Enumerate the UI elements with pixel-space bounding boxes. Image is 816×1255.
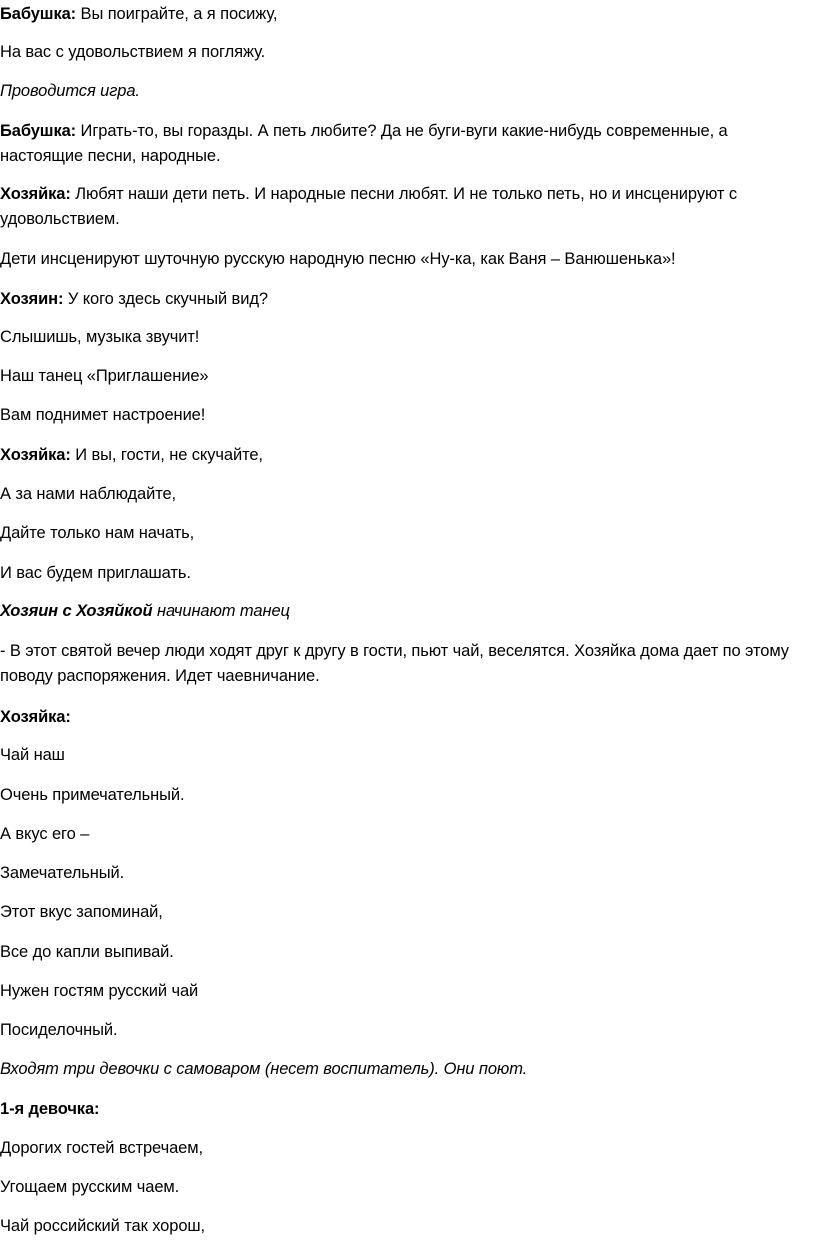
stage-direction-text: начинают танец xyxy=(152,602,290,620)
paragraph xyxy=(0,639,800,689)
paragraph xyxy=(0,182,800,232)
paragraph-text: Дорогих гостей встречаем, xyxy=(0,1139,203,1157)
paragraph xyxy=(0,325,800,350)
stage-direction-text: Проводится игра. xyxy=(0,82,140,100)
paragraph xyxy=(0,861,800,886)
paragraph-text: Нужен гостям русский чай xyxy=(0,982,199,1000)
speaker-label: Хозяйка: xyxy=(0,446,71,464)
paragraph xyxy=(0,443,800,468)
paragraph-text: Чай российский так хорош, xyxy=(0,1217,206,1235)
paragraph xyxy=(0,1214,800,1239)
paragraph xyxy=(0,247,800,272)
paragraph xyxy=(0,900,800,925)
paragraph xyxy=(0,1175,800,1200)
paragraph xyxy=(0,979,800,1004)
paragraph-text: Играть-то, вы горазды. А петь любите? Да не буги-вуги какие-нибудь современные, а настоящие песни, народные. xyxy=(0,122,728,165)
paragraph xyxy=(0,940,800,965)
paragraph xyxy=(0,1018,800,1043)
speaker-label: Хозяйка: xyxy=(0,708,71,726)
paragraph-text: Любят наши дети петь. И народные песни любят. И не только петь, но и инсценируют с удовольствием. xyxy=(0,185,737,228)
paragraph xyxy=(0,1097,800,1122)
paragraph xyxy=(0,2,800,27)
paragraph xyxy=(0,743,800,768)
speaker-label: 1-я девочка: xyxy=(0,1100,100,1118)
paragraph-text: Замечательный. xyxy=(0,864,125,882)
paragraph xyxy=(0,705,800,730)
paragraph xyxy=(0,822,800,847)
stage-direction-text: Входят три девочки с самоваром (несет воспитатель). Они поют. xyxy=(0,1060,528,1078)
speaker-label: Бабушка: xyxy=(0,122,77,140)
paragraph xyxy=(0,119,800,169)
paragraph xyxy=(0,1136,800,1161)
paragraph-text: Дети инсценируют шуточную русскую народную песню «Ну-ка, как Ваня – Ванюшенька»! xyxy=(0,250,676,268)
paragraph-text: А вкус его – xyxy=(0,825,90,843)
stage-direction xyxy=(0,1057,800,1082)
paragraph-text: А за нами наблюдайте, xyxy=(0,485,177,503)
paragraph xyxy=(0,482,800,507)
paragraph-text: И вас будем приглашать. xyxy=(0,564,191,582)
paragraph-text: Чай наш xyxy=(0,746,65,764)
paragraph-text: И вы, гости, не скучайте, xyxy=(70,446,263,464)
stage-direction xyxy=(0,599,800,624)
paragraph xyxy=(0,40,800,65)
stage-direction xyxy=(0,79,800,104)
paragraph xyxy=(0,521,800,546)
paragraph xyxy=(0,783,800,808)
paragraph xyxy=(0,364,800,389)
paragraph-text: Слышишь, музыка звучит! xyxy=(0,328,200,346)
stage-direction-actors: Хозяин с Хозяйкой xyxy=(0,602,153,620)
speaker-label: Бабушка: xyxy=(0,5,77,23)
paragraph-text: У кого здесь скучный вид? xyxy=(63,290,268,308)
paragraph-text: - В этот святой вечер люди ходят друг к другу в гости, пьют чай, веселятся. Хозяйка дома дает по этому поводу распоряжения. Идет чаевничание. xyxy=(0,642,789,685)
speaker-label: Хозяйка: xyxy=(0,185,71,203)
paragraph xyxy=(0,561,800,586)
paragraph-text: Вам поднимет настроение! xyxy=(0,406,206,424)
paragraph-text: Наш танец «Приглашение» xyxy=(0,367,209,385)
paragraph-text: Все до капли выпивай. xyxy=(0,943,174,961)
paragraph-text: Посиделочный. xyxy=(0,1021,118,1039)
paragraph-text: На вас с удовольствием я погляжу. xyxy=(0,43,266,61)
paragraph-text: Угощаем русским чаем. xyxy=(0,1178,180,1196)
paragraph-text: Дайте только нам начать, xyxy=(0,524,195,542)
paragraph xyxy=(0,287,800,312)
paragraph xyxy=(0,403,800,428)
paragraph-text: Вы поиграйте, а я посижу, xyxy=(76,5,278,23)
paragraph-text: Этот вкус запоминай, xyxy=(0,903,163,921)
paragraph-text: Очень примечательный. xyxy=(0,786,185,804)
speaker-label: Хозяин: xyxy=(0,290,64,308)
